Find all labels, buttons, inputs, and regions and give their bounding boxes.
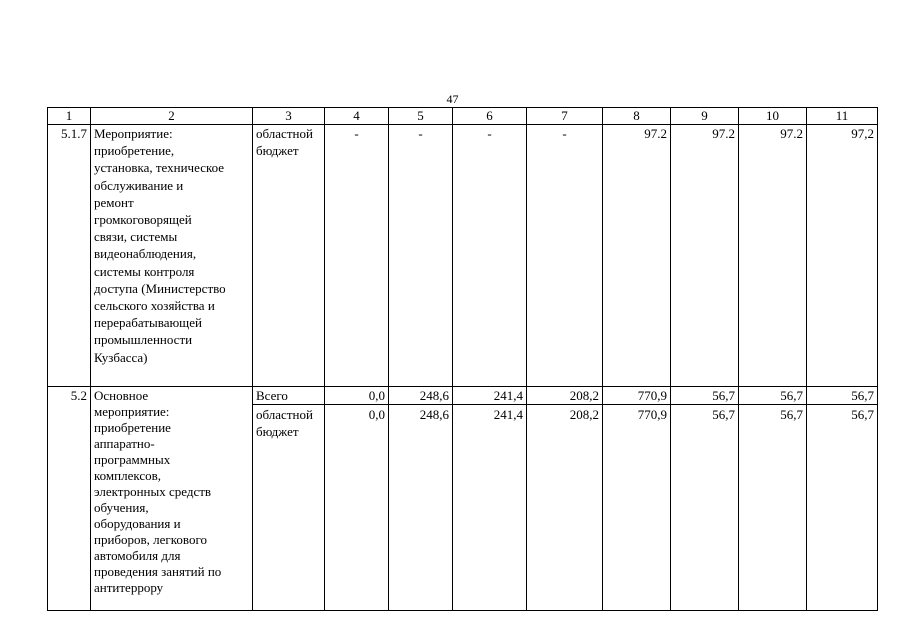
value-cell: 56,7 (807, 405, 878, 611)
value-cell: 56,7 (739, 387, 807, 405)
value-cell: - (325, 125, 389, 387)
column-header: 9 (671, 108, 739, 125)
value-cell: 248,6 (389, 387, 453, 405)
value-cell: 56,7 (807, 387, 878, 405)
page-number: 47 (446, 92, 459, 106)
row-number: 5.1.7 (48, 125, 91, 387)
column-header: 7 (527, 108, 603, 125)
value-cell: 97.2 (603, 125, 671, 387)
value-cell: 208,2 (527, 405, 603, 611)
row-number: 5.2 (48, 387, 91, 611)
value-cell: 97.2 (671, 125, 739, 387)
column-header: 1 (48, 108, 91, 125)
column-header: 5 (389, 108, 453, 125)
value-cell: 248,6 (389, 405, 453, 611)
value-cell: 56,7 (671, 387, 739, 405)
value-cell: 241,4 (453, 405, 527, 611)
value-cell: 770,9 (603, 387, 671, 405)
value-cell: 56,7 (671, 405, 739, 611)
value-cell: 56,7 (739, 405, 807, 611)
column-header: 10 (739, 108, 807, 125)
value-cell: 97,2 (807, 125, 878, 387)
column-header: 3 (253, 108, 325, 125)
value-cell: - (453, 125, 527, 387)
column-header: 8 (603, 108, 671, 125)
column-header: 4 (325, 108, 389, 125)
value-cell: 0,0 (325, 387, 389, 405)
value-cell: 97.2 (739, 125, 807, 387)
column-header: 6 (453, 108, 527, 125)
column-header: 2 (91, 108, 253, 125)
column-header: 11 (807, 108, 878, 125)
table-row (48, 387, 878, 405)
value-cell: - (527, 125, 603, 387)
table-header-row (48, 108, 878, 125)
value-cell: 208,2 (527, 387, 603, 405)
budget-table (47, 107, 878, 611)
value-cell: 241,4 (453, 387, 527, 405)
table-row (48, 125, 878, 387)
measure-name: Мероприятие: приобретение, установка, техническое обслуживание и ремонт громкоговорящей связи, системы видеонаблюдения, системы контроля доступа (Министерство сельского хозяйства и перерабатывающей промышленности Кузбасса) (91, 125, 253, 387)
value-cell: 0,0 (325, 405, 389, 611)
funding-source: областной бюджет (253, 405, 325, 611)
value-cell: 770,9 (603, 405, 671, 611)
value-cell: - (389, 125, 453, 387)
funding-source: Всего (253, 387, 325, 405)
measure-name: Основное мероприятие: приобретение аппаратно- программных комплексов, электронных средств обучения, оборудования и приборов, легкового автомобиля для проведения занятий по антитеррору (91, 387, 253, 611)
funding-source: областной бюджет (253, 125, 325, 387)
